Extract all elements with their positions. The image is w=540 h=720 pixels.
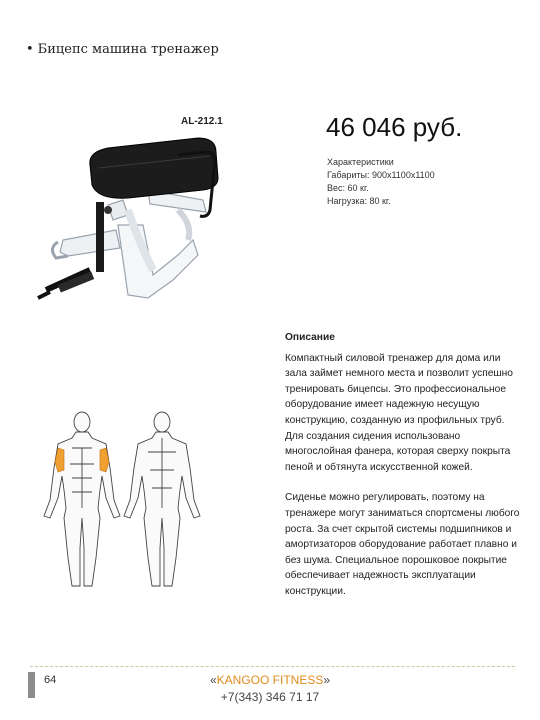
specs-block [327, 156, 435, 208]
brand-word-fitness: FITNESS [272, 673, 324, 687]
page-marker [28, 672, 35, 698]
anatomy-diagram [40, 408, 210, 598]
spec-load: Нагрузка: 80 кг. [327, 196, 391, 206]
description-section [285, 330, 520, 615]
brand-name [170, 673, 370, 687]
brand-quote-open: « [209, 673, 217, 687]
spec-dimensions: Габариты: 900х1100х1100 [327, 170, 435, 180]
title-text: Бицепс машина тренажер [37, 42, 219, 57]
specs-heading: Характеристики [327, 157, 394, 167]
page-number: 64 [44, 674, 57, 686]
phone-number: +7(343) 346 71 17 [220, 690, 320, 704]
footer-divider [30, 666, 515, 667]
description-paragraph-2: Сиденье можно регулировать, поэтому на тренажере могут заниматься спортсмены любого роста. За счет скрытой системы подшипников и амортизаторов оборудование работает плавно и без шума. Специальное порошковое покрытие обеспечивает надежность эксплуатации конструкции. [285, 492, 520, 597]
page-title [26, 42, 219, 57]
front-figure [44, 412, 120, 586]
brand-word-kangoo: KANGOO [216, 673, 270, 687]
spec-weight: Вес: 60 кг. [327, 183, 369, 193]
back-figure [124, 412, 200, 586]
description-title: Описание [285, 332, 335, 343]
description-paragraph-1: Компактный силовой тренажер для дома или зала займет немного места и позволит успешно тренировать бицепсы. Это профессиональное оборудование имеет надежную несущую конструкцию, созданную из профильных труб. Для создания сидения использовано многослойная фанера, которая сверху покрыта пеной и обтянута искусственной кожей. [285, 352, 513, 473]
product-image [28, 130, 258, 310]
title-bullet: • [26, 42, 34, 57]
model-code: AL-212.1 [181, 116, 223, 127]
brand-quote-close: » [323, 673, 331, 687]
price: 46 046 руб. [326, 112, 463, 142]
